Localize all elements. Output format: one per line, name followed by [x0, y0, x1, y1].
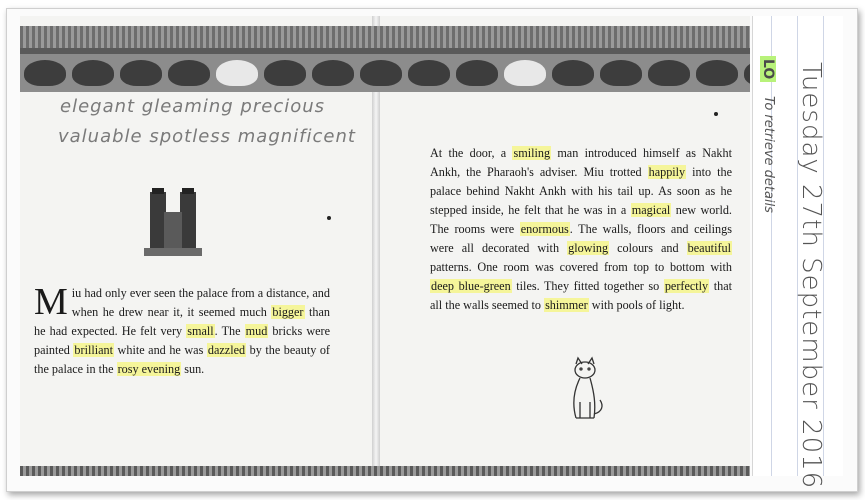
highlight-word: magical	[631, 203, 671, 217]
highlight-word: perfectly	[664, 279, 709, 293]
right-story-paragraph: At the door, a smiling man introduced himself as Nakht Ankh, the Pharaoh's adviser. Miu trotted happily into the palace behind Nakht Ankh with his tail up. As soon as he stepped inside, he felt that he was in a magical new world. The rooms were enormous. The walls, floors and ceilings were all decorated with glowing colours and beautiful patterns. One room was covered from top to bottom with deep blue-green tiles. They fitted together so perfectly that all the walls seemed to shimmer with pools of light.	[430, 146, 733, 312]
highlight-word: brilliant	[74, 343, 114, 357]
highlight-word: smiling	[513, 146, 551, 160]
handwritten-words-line1: elegant gleaming precious	[60, 96, 326, 117]
cat-drawing	[560, 356, 610, 426]
highlight-word: bigger	[272, 305, 304, 319]
frieze-decoration	[20, 54, 750, 92]
highlight-word: dazzled	[207, 343, 246, 357]
handwritten-words-line2: valuable spotless magnificent	[58, 126, 356, 147]
highlight-word: deep blue-green	[431, 279, 511, 293]
highlight-word: enormous	[520, 222, 569, 236]
lo-text: To retrieve details	[761, 96, 776, 213]
drop-cap: M	[34, 281, 68, 323]
ink-dot	[327, 216, 331, 220]
lo-label: LO	[760, 56, 776, 82]
frieze-top-band	[20, 26, 750, 48]
highlight-word: happily	[648, 165, 686, 179]
highlight-word: small	[187, 324, 214, 338]
highlight-word: mud	[245, 324, 268, 338]
ink-dot	[714, 112, 718, 116]
left-story-paragraph: Miu had only ever seen the palace from a distance, and when he drew near it, it seemed much bigger than he had expected. He felt very small. The mud bricks were painted brilliant white and he was dazzled by the beauty of the palace in the rosy evening sun.	[34, 281, 330, 376]
highlight-word: shimmer	[545, 298, 588, 312]
highlight-word: rosy evening	[117, 362, 181, 376]
handwritten-date: Tuesday 27th September 2016	[796, 62, 826, 490]
pylon-illustration	[142, 186, 204, 258]
highlight-word: beautiful	[687, 241, 731, 255]
frieze-bottom-band	[20, 466, 750, 476]
highlight-word: glowing	[568, 241, 609, 255]
